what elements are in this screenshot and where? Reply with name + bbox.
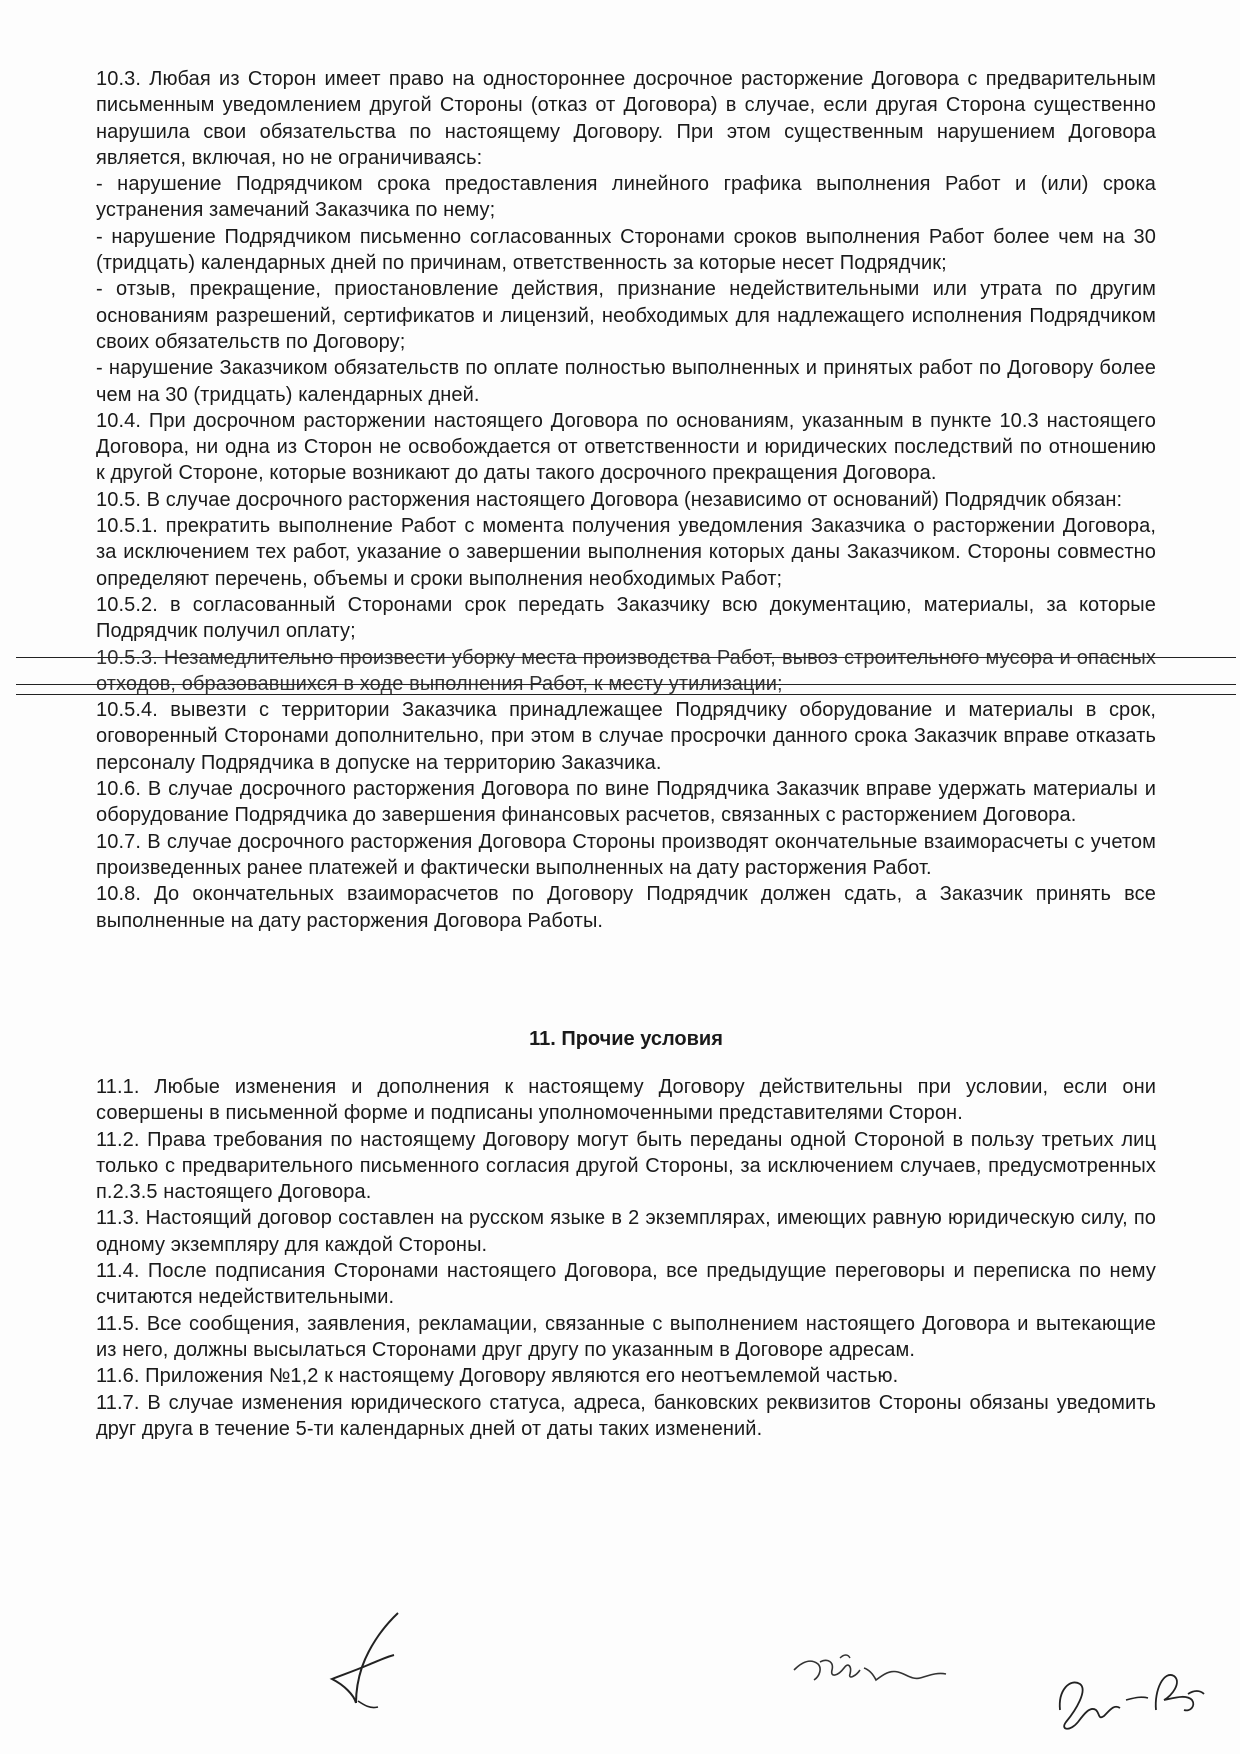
strike-line bbox=[16, 657, 1236, 658]
signature-right bbox=[1040, 1650, 1210, 1740]
section-title: 11. Прочие условия bbox=[529, 1028, 723, 1050]
signature-left bbox=[320, 1605, 430, 1715]
clause-10-3: 10.3. Любая из Сторон имеет право на одностороннее досрочное расторжение Договора с предварительным письменным уведомлением другой Стороны (отказ от Договора) в случае, если другая Сторона существенно нарушила свои обязательства по настоящему Договору. При этом существенным нарушением Договора является, включая, но не ограничиваясь: bbox=[96, 68, 1156, 169]
clause-10-5-4: 10.5.4. вывезти с территории Заказчика принадлежащее Подрядчику оборудование и материалы в срок, оговоренный Сторонами дополнительно, при этом в случае просрочки данного срока Заказчик вправе отказать персоналу Подрядчика в допуске на территорию Заказчика. bbox=[96, 699, 1156, 774]
strike-line bbox=[16, 684, 1236, 685]
section-11-clauses bbox=[96, 1074, 1156, 1442]
clause-10-5: 10.5. В случае досрочного расторжения настоящего Договора (независимо от оснований) Подрядчик обязан: bbox=[96, 488, 1123, 511]
clause-10-5-3: 10.5.3. Незамедлительно произвести уборку места производства Работ, вывоз строительного мусора и опасных отходов, образовавшихся в ходе выполнения Работ, к месту утилизации; bbox=[96, 646, 1156, 695]
clause-11-6: 11.6. Приложения №1,2 к настоящему Договору являются его неотъемлемой частью. bbox=[96, 1365, 899, 1388]
signature-middle bbox=[790, 1640, 970, 1700]
clause-10-4: 10.4. При досрочном расторжении настоящего Договора по основаниям, указанным в пункте 10.3 настоящего Договора, ни одна из Сторон не освобождается от ответственности и юридических последствий по отношению к другой Стороне, которые возникают до даты такого досрочного прекращения Договора. bbox=[96, 409, 1156, 485]
clause-11-5: 11.5. Все сообщения, заявления, рекламации, связанные с выполнением настоящего Договора и вытекающие из него, должны высылаться Сторонами друг другу по указанным в Договоре адресам. bbox=[96, 1312, 1156, 1361]
clause-11-2: 11.2. Права требования по настоящему Договору могут быть переданы одной Стороной в пользу третьих лиц только с предварительного письменного согласия другой Стороны, за исключением случаев, предусмотренных п.2.3.5 настоящего Договора. bbox=[96, 1128, 1156, 1204]
clause-10-3-item-1: - нарушение Подрядчиком срока предоставления линейного графика выполнения Работ и (или) срока устранения замечаний Заказчика по нему; bbox=[96, 173, 1156, 222]
clause-10-5-2: 10.5.2. в согласованный Сторонами срок передать Заказчику всю документацию, материалы, за которые Подрядчик получил оплату; bbox=[96, 593, 1156, 643]
clause-11-4: 11.4. После подписания Сторонами настоящего Договора, все предыдущие переговоры и переписка по нему считаются недействительными. bbox=[96, 1260, 1156, 1309]
clause-10-3-item-3: - отзыв, прекращение, приостановление действия, признание недействительными или утрата по другим основаниям разрешений, сертификатов и лицензий, необходимых для надлежащего исполнения Подрядчиком своих обязательств по Договору; bbox=[96, 278, 1156, 353]
clause-10-5-1: 10.5.1. прекратить выполнение Работ с момента получения уведомления Заказчика о расторжении Договора, за исключением тех работ, указание о завершении выполнения которых даны Заказчиком. Стороны совместно определяют перечень, объемы и сроки выполнения необходимых Работ; bbox=[96, 515, 1156, 590]
clause-11-1: 11.1. Любые изменения и дополнения к настоящему Договору действительны при условии, если они совершены в письменной форме и подписаны уполномоченными представителями Сторон. bbox=[96, 1076, 1156, 1125]
document-body bbox=[96, 66, 1156, 1440]
clause-10-3-item-2: - нарушение Подрядчиком письменно согласованных Сторонами сроков выполнения Работ более чем на 30 (тридцать) календарных дней по причинам, ответственность за которые несет Подрядчик; bbox=[96, 225, 1156, 275]
clause-10-6: 10.6. В случае досрочного расторжения Договора по вине Подрядчика Заказчик вправе удержать материалы и оборудование Подрядчика до завершения финансовых расчетов, связанных с расторжением Договора. bbox=[96, 778, 1156, 827]
struck-through-clause-10-5-3 bbox=[96, 645, 1156, 698]
clause-11-3: 11.3. Настоящий договор составлен на русском языке в 2 экземплярах, имеющих равную юридическую силу, по одному экземпляру для каждой Стороны. bbox=[96, 1207, 1156, 1256]
clause-10-7: 10.7. В случае досрочного расторжения Договора Стороны производят окончательные взаиморасчеты с учетом произведенных ранее платежей и фактически выполненных на дату расторжения Работ. bbox=[96, 830, 1156, 879]
clause-11-7: 11.7. В случае изменения юридического статуса, адреса, банковских реквизитов Стороны обязаны уведомить друг друга в течение 5-ти календарных дней от даты таких изменений. bbox=[96, 1391, 1156, 1440]
strike-line bbox=[16, 694, 1236, 695]
clause-10-3-item-4: - нарушение Заказчиком обязательств по оплате полностью выполненных и принятых работ по Договору более чем на 30 (тридцать) календарных дней. bbox=[96, 357, 1156, 406]
clause-10-8: 10.8. До окончательных взаиморасчетов по Договору Подрядчик должен сдать, а Заказчик принять все выполненные на дату расторжения Договора Работы. bbox=[96, 883, 1156, 932]
section-10-block bbox=[96, 66, 1156, 934]
